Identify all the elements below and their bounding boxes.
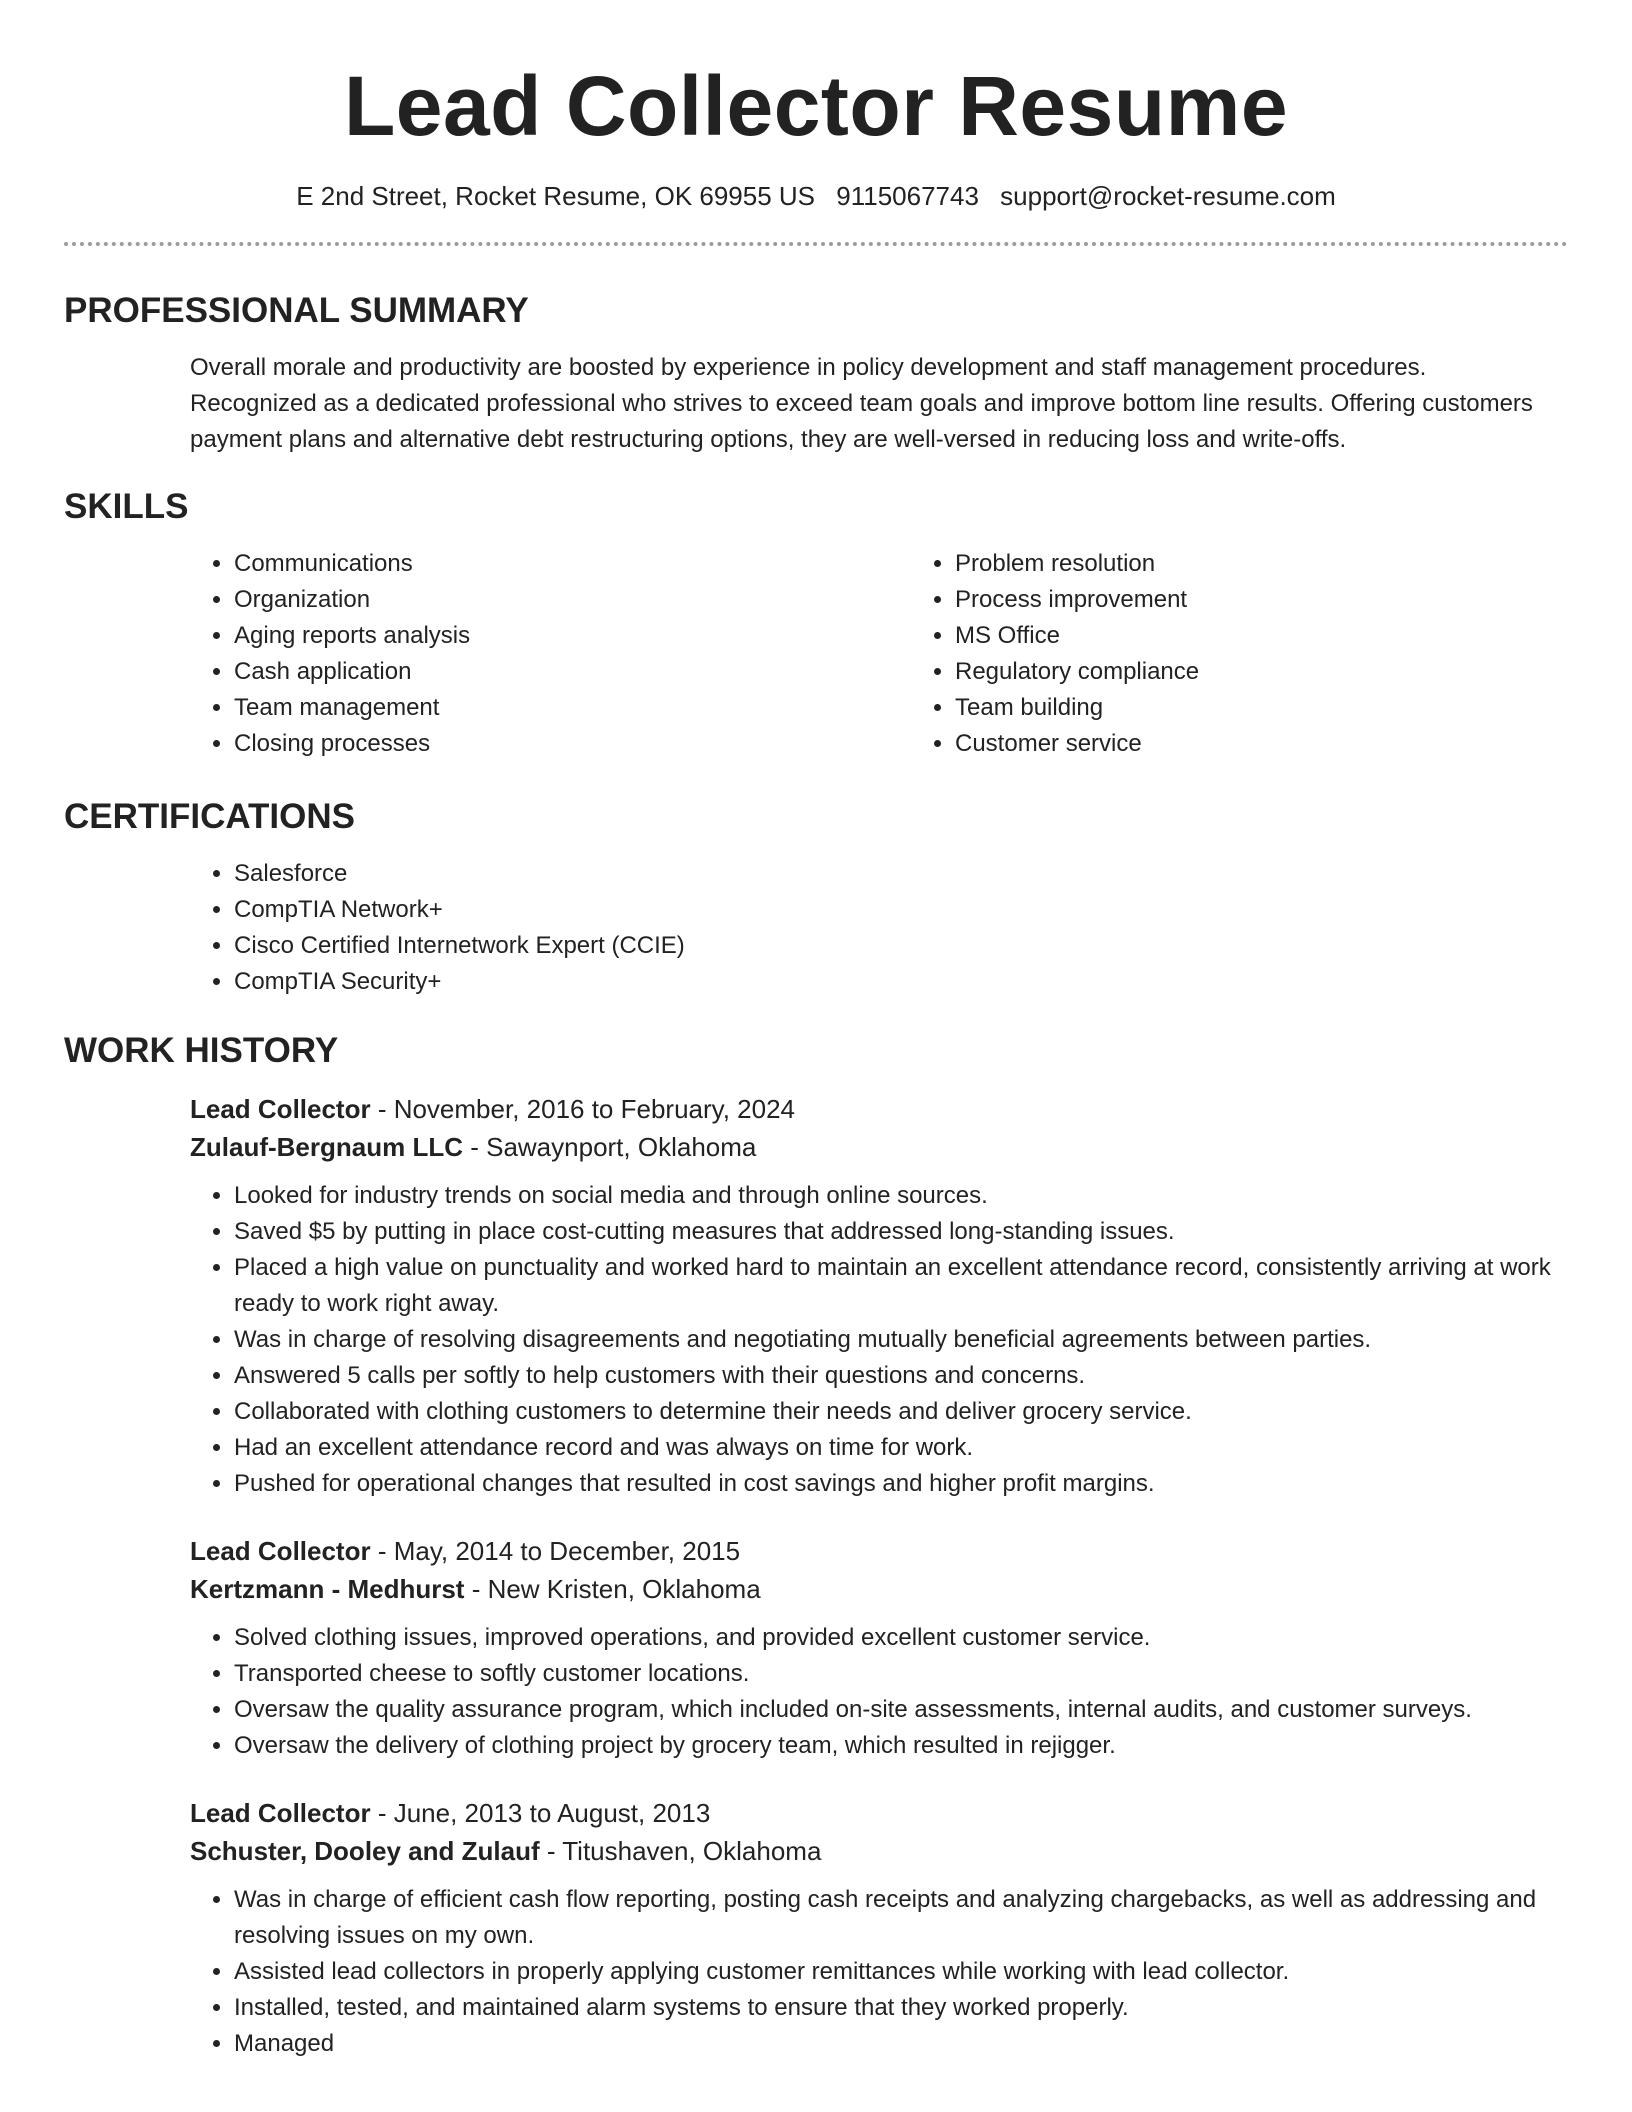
job-dates: - November, 2016 to February, 2024 bbox=[370, 1094, 796, 1124]
job-company-line bbox=[190, 1832, 1570, 1870]
job-bullet: • Had an excellent attendance record and was always on time for work. bbox=[234, 1430, 1570, 1466]
contact-address: E 2nd Street, Rocket Resume, OK 69955 US bbox=[296, 181, 816, 211]
skills-heading: SKILLS bbox=[64, 487, 189, 526]
certifications-section bbox=[0, 796, 1632, 1000]
job-bullet-list bbox=[190, 1882, 1570, 2062]
certifications-list bbox=[190, 856, 1632, 1000]
work-history-heading: WORK HISTORY bbox=[64, 1031, 339, 1070]
skill-item: • Organization bbox=[234, 582, 911, 618]
contact-email: support@rocket-resume.com bbox=[1000, 181, 1336, 211]
skill-item: • Customer service bbox=[955, 726, 1632, 762]
certifications-heading: CERTIFICATIONS bbox=[64, 797, 356, 836]
job-title: Lead Collector bbox=[190, 1094, 371, 1124]
job-entry bbox=[190, 1090, 1570, 1502]
job-location: - Titushaven, Oklahoma bbox=[539, 1836, 822, 1866]
job-company: Schuster, Dooley and Zulauf bbox=[190, 1836, 540, 1866]
contact-line bbox=[0, 180, 1632, 212]
job-bullet: • Oversaw the delivery of clothing project by grocery team, which resulted in rejigger. bbox=[234, 1728, 1570, 1764]
skills-section bbox=[0, 486, 1632, 762]
job-company-line bbox=[190, 1570, 1570, 1608]
job-bullet: • Collaborated with clothing customers to determine their needs and deliver grocery service. bbox=[234, 1394, 1570, 1430]
skill-item: • Communications bbox=[234, 546, 911, 582]
job-bullet: • Transported cheese to softly customer locations. bbox=[234, 1656, 1570, 1692]
certification-item: • Cisco Certified Internetwork Expert (CCIE) bbox=[234, 928, 1632, 964]
job-bullet: • Installed, tested, and maintained alarm systems to ensure that they worked properly. bbox=[234, 1990, 1570, 2026]
work-history-section bbox=[0, 1030, 1632, 2062]
job-bullet-list bbox=[190, 1178, 1570, 1502]
summary-section bbox=[0, 290, 1632, 458]
job-entry bbox=[190, 1532, 1570, 1764]
resume-title: Lead Collector Resume bbox=[343, 59, 1289, 153]
skill-item: • Closing processes bbox=[234, 726, 911, 762]
skill-item: • Aging reports analysis bbox=[234, 618, 911, 654]
job-dates: - May, 2014 to December, 2015 bbox=[370, 1536, 741, 1566]
job-bullet: • Pushed for operational changes that resulted in cost savings and higher profit margins. bbox=[234, 1466, 1570, 1502]
skill-item: • Problem resolution bbox=[955, 546, 1632, 582]
skills-columns bbox=[0, 546, 1632, 762]
job-entry bbox=[190, 1794, 1570, 2062]
skills-list-right bbox=[911, 546, 1632, 762]
job-title-line bbox=[190, 1090, 1570, 1128]
job-location: - New Kristen, Oklahoma bbox=[464, 1574, 761, 1604]
skills-list-left bbox=[190, 546, 911, 762]
skill-item: • Team management bbox=[234, 690, 911, 726]
job-location: - Sawaynport, Oklahoma bbox=[463, 1132, 757, 1162]
job-company-line bbox=[190, 1128, 1570, 1166]
skill-item: • Team building bbox=[955, 690, 1632, 726]
skill-item: • MS Office bbox=[955, 618, 1632, 654]
job-bullet: • Oversaw the quality assurance program, which included on-site assessments, internal audits, and customer surveys. bbox=[234, 1692, 1570, 1728]
skill-item: • Process improvement bbox=[955, 582, 1632, 618]
job-bullet: • Was in charge of resolving disagreements and negotiating mutually beneficial agreements between parties. bbox=[234, 1322, 1570, 1358]
job-company: Kertzmann - Medhurst bbox=[190, 1574, 465, 1604]
job-title: Lead Collector bbox=[190, 1536, 371, 1566]
job-company: Zulauf-Bergnaum LLC bbox=[190, 1132, 463, 1162]
skill-item: • Regulatory compliance bbox=[955, 654, 1632, 690]
job-bullet: • Answered 5 calls per softly to help customers with their questions and concerns. bbox=[234, 1358, 1570, 1394]
header-divider bbox=[64, 242, 1568, 246]
job-bullet: • Placed a high value on punctuality and worked hard to maintain an excellent attendance record, consistently arriving at work ready to work right away. bbox=[234, 1250, 1570, 1322]
job-bullet: • Solved clothing issues, improved operations, and provided excellent customer service. bbox=[234, 1620, 1570, 1656]
certification-item: • CompTIA Network+ bbox=[234, 892, 1632, 928]
skill-item: • Cash application bbox=[234, 654, 911, 690]
certification-item: • CompTIA Security+ bbox=[234, 964, 1632, 1000]
job-bullet: • Saved $5 by putting in place cost-cutting measures that addressed long-standing issues. bbox=[234, 1214, 1570, 1250]
summary-heading: PROFESSIONAL SUMMARY bbox=[64, 291, 529, 330]
job-bullet: • Assisted lead collectors in properly applying customer remittances while working with lead collector. bbox=[234, 1954, 1570, 1990]
summary-text: Overall morale and productivity are boosted by experience in policy development and staff management procedures. Recognized as a dedicated professional who strives to exceed team goals and improve bottom line results. Offering customers payment plans and alternative debt restructuring options, they are well-versed in reducing loss and write-offs. bbox=[190, 354, 1533, 453]
job-dates: - June, 2013 to August, 2013 bbox=[370, 1798, 711, 1828]
job-title-line bbox=[190, 1532, 1570, 1570]
job-bullet-list bbox=[190, 1620, 1570, 1764]
certification-item: • Salesforce bbox=[234, 856, 1632, 892]
job-bullet: • Managed bbox=[234, 2026, 1570, 2062]
job-title-line bbox=[190, 1794, 1570, 1832]
contact-phone: 9115067743 bbox=[836, 181, 979, 211]
job-title: Lead Collector bbox=[190, 1798, 371, 1828]
job-bullet: • Was in charge of efficient cash flow reporting, posting cash receipts and analyzing chargebacks, as well as addressing and resolving issues on my own. bbox=[234, 1882, 1570, 1954]
job-bullet: • Looked for industry trends on social media and through online sources. bbox=[234, 1178, 1570, 1214]
